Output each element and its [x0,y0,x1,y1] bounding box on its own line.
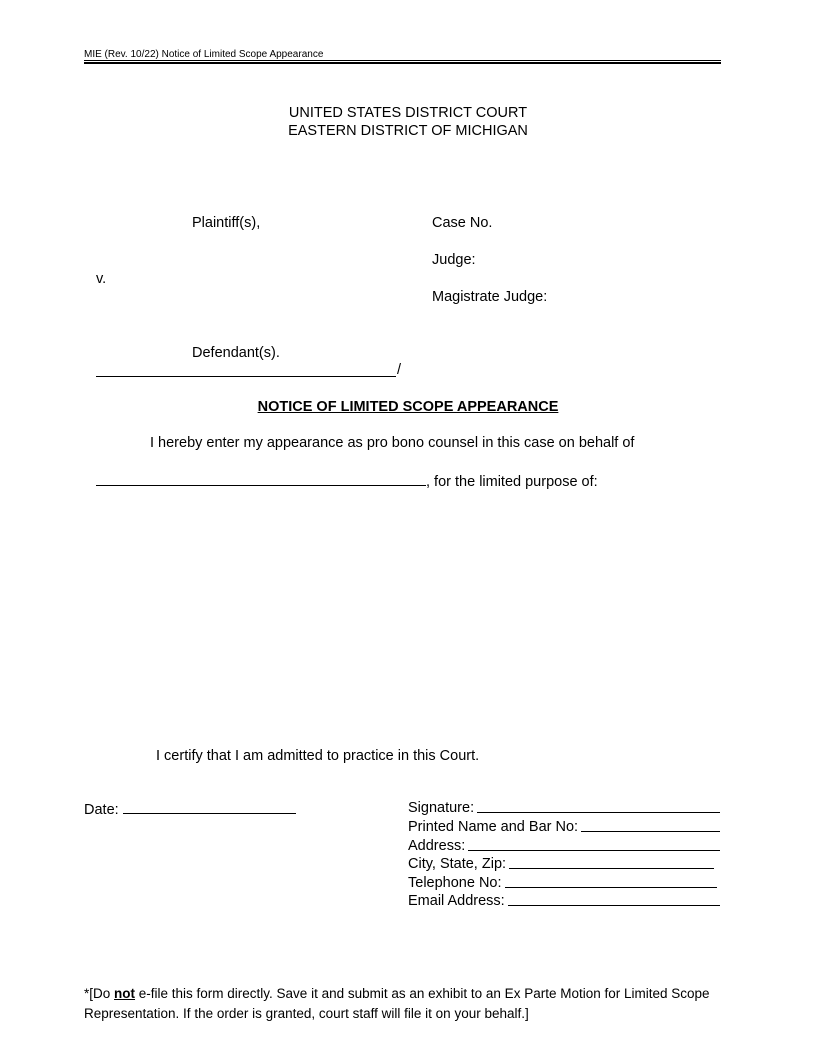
court-district: EASTERN DISTRICT OF MICHIGAN [288,123,528,139]
purpose-text: , for the limited purpose of: [426,474,598,490]
client-name-field[interactable] [96,472,426,486]
printed-name-label: Printed Name and Bar No: [408,819,579,835]
caption-slash: / [397,362,402,378]
date-row [84,800,296,818]
defendant-label: Defendant(s). [192,345,280,361]
notice-text-pre: *[Do [84,986,115,1001]
address-field[interactable] [468,849,720,851]
judge-label: Judge: [432,252,476,268]
telephone-row [408,875,717,891]
appearance-statement: I hereby enter my appearance as pro bono counsel in this case on behalf of [150,435,635,451]
form-id-header: MIE (Rev. 10/22) Notice of Limited Scope Appearance [84,49,324,60]
date-label: Date: [84,802,119,818]
printed-name-row [408,819,720,835]
telephone-field[interactable] [505,886,717,888]
email-label: Email Address: [408,893,505,909]
document-title: NOTICE OF LIMITED SCOPE APPEARANCE [257,399,559,415]
signature-row [408,800,720,816]
certification-statement: I certify that I am admitted to practice in this Court. [156,748,480,764]
email-field[interactable] [508,904,720,906]
city-row [408,856,714,872]
filing-notice [84,984,724,1024]
printed-name-field[interactable] [581,830,720,832]
signature-label: Signature: [408,800,475,816]
magistrate-judge-label: Magistrate Judge: [432,289,548,305]
versus-label: v. [96,271,107,287]
city-label: City, State, Zip: [408,856,507,872]
address-row [408,838,720,854]
address-label: Address: [408,838,466,854]
caption-rule [96,376,396,377]
client-line [96,472,598,490]
signature-field[interactable] [477,811,720,813]
email-row [408,893,720,909]
date-field[interactable] [123,800,296,814]
court-name: UNITED STATES DISTRICT COURT [288,105,528,121]
telephone-label: Telephone No: [408,875,502,891]
notice-text-post: e-file this form directly. Save it and submit as an exhibit to an Ex Parte Motion for Limited Scope Representation. If the order is granted, court staff will file it on your behalf.] [84,986,710,1021]
city-field[interactable] [509,867,714,869]
notice-emphasis: not [114,986,136,1001]
plaintiff-label: Plaintiff(s), [192,215,261,231]
header-rule [84,60,721,64]
case-no-label: Case No. [432,215,493,231]
